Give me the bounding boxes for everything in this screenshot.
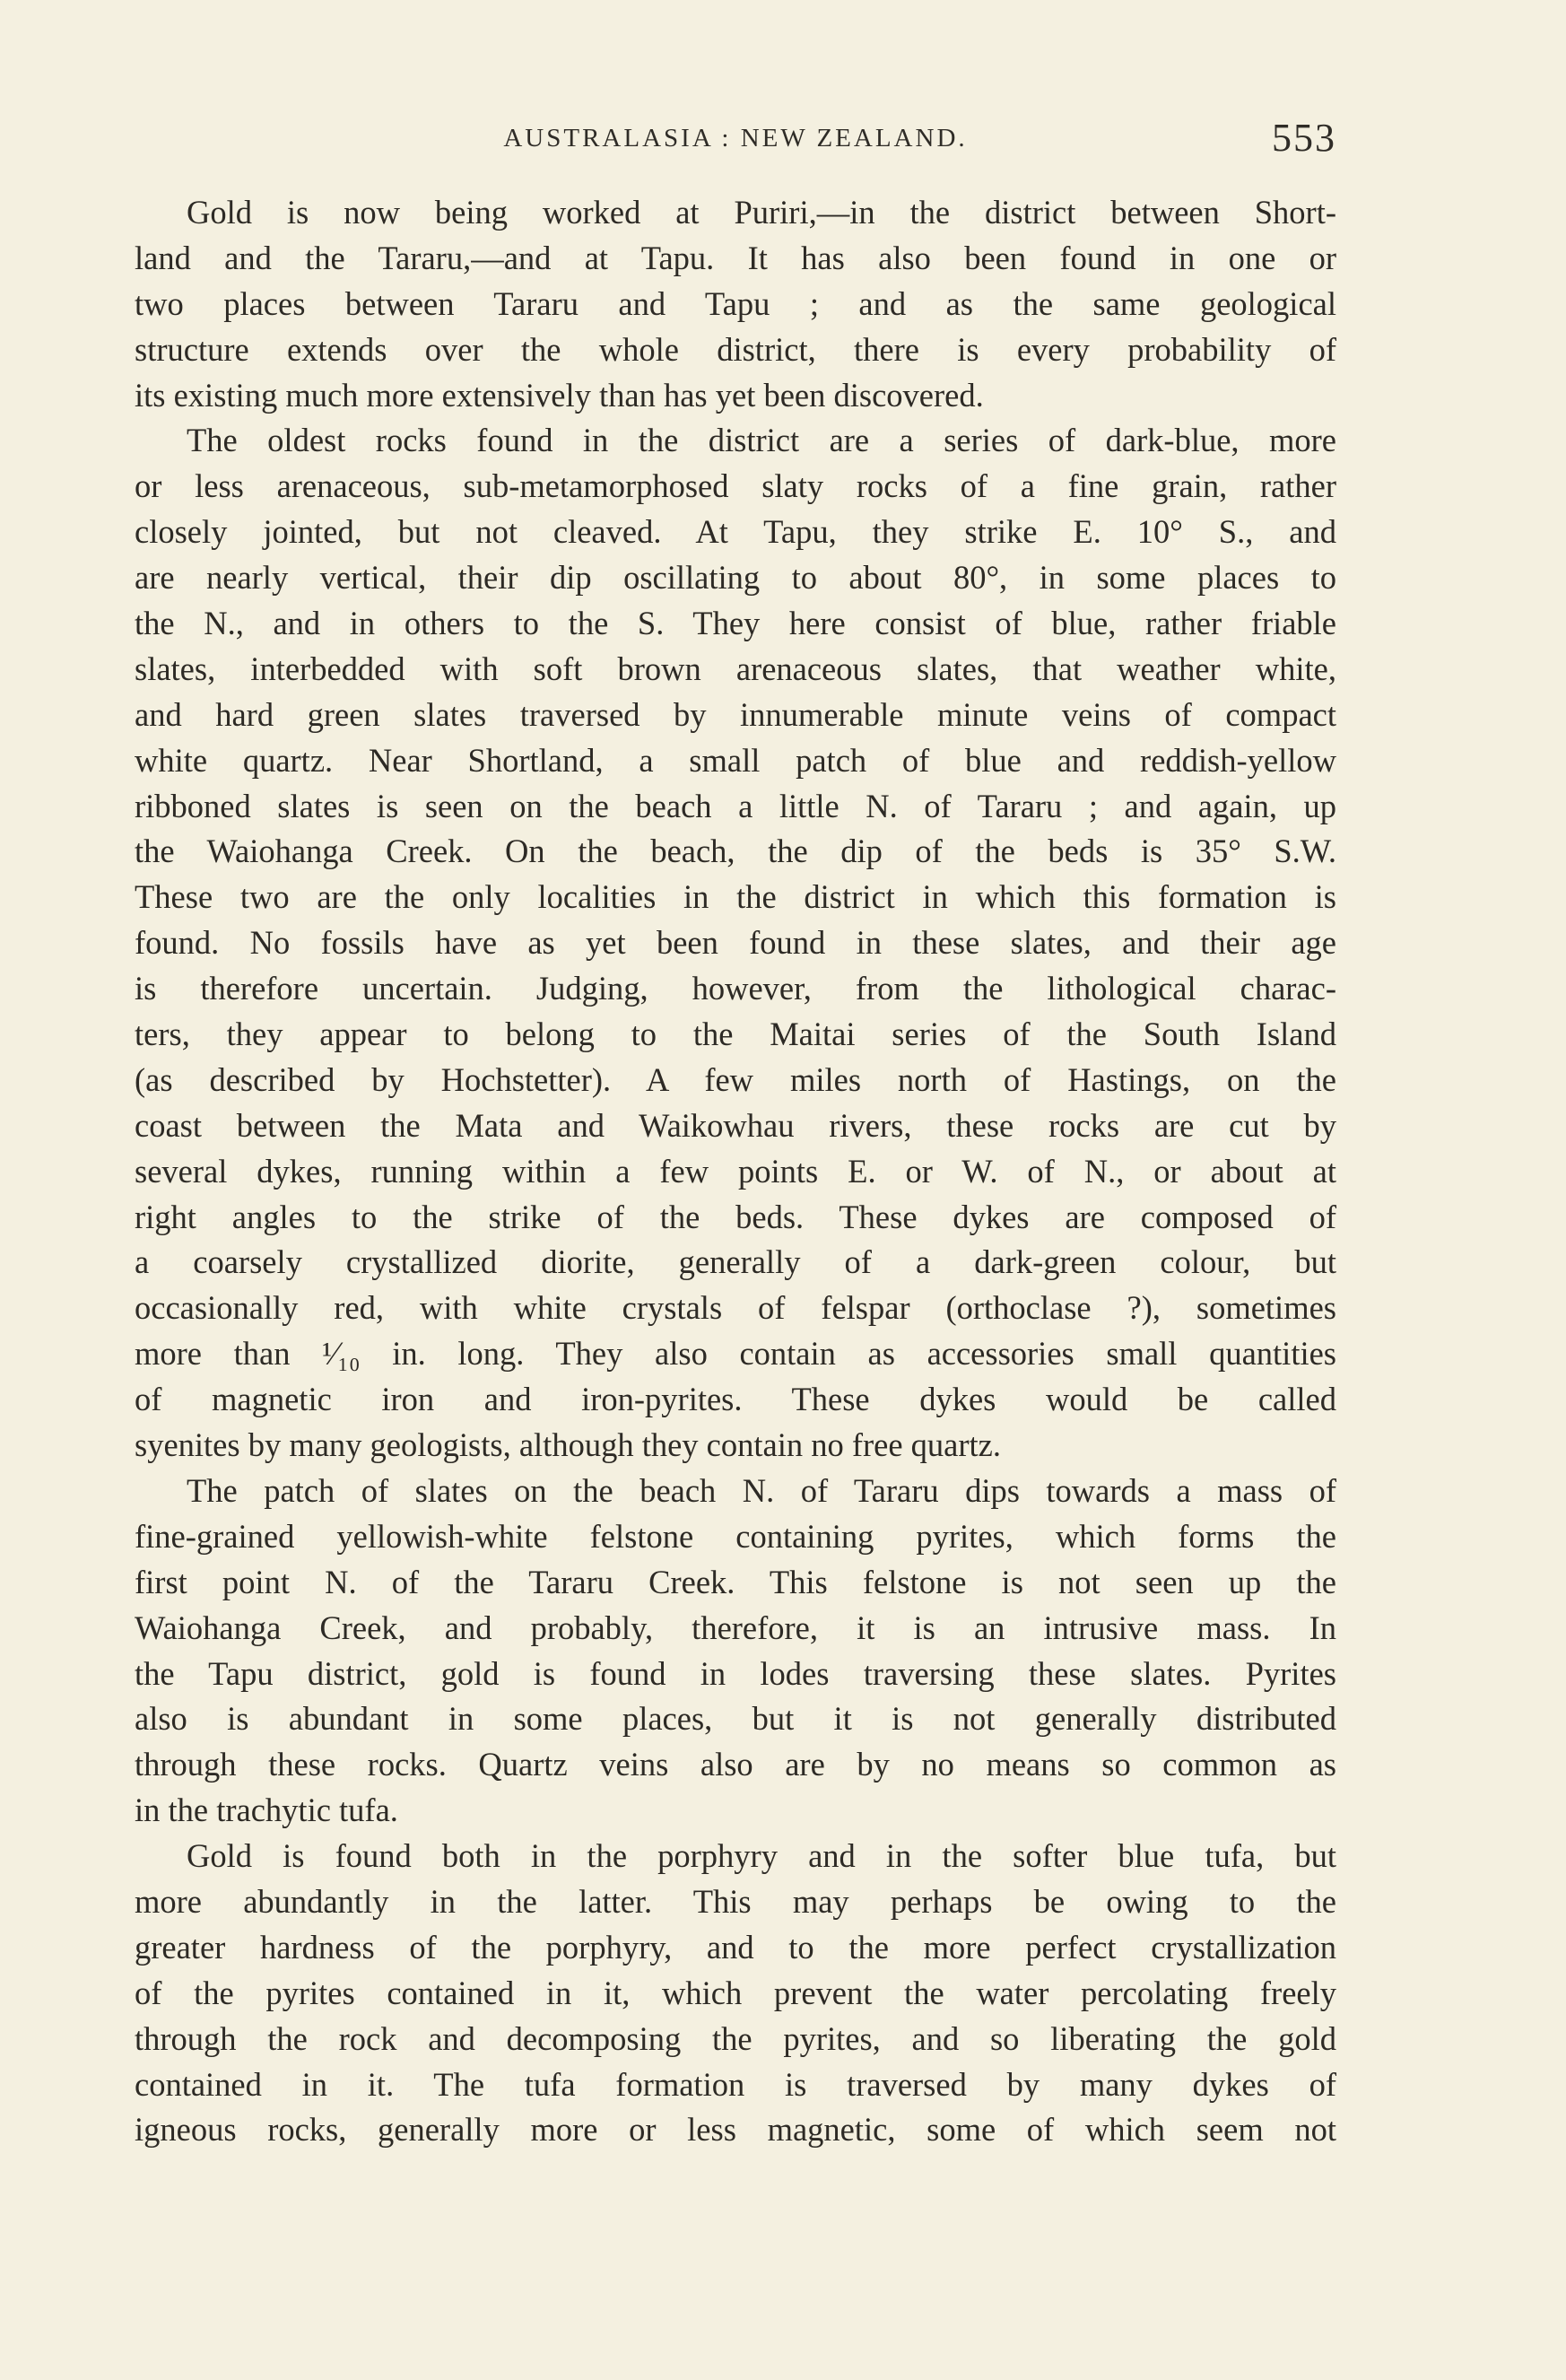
text-line: closely jointed, but not cleaved. At Tapu, they strike E. 10° S., and (135, 513, 1336, 551)
text-line: greater hardness of the porphyry, and to the more perfect crystallization (135, 1928, 1336, 1966)
text-line: the N., and in others to the S. They here consist of blue, rather friable (135, 605, 1336, 642)
text-line: or less arenaceous, sub-metamorphosed slaty rocks of a fine grain, rather (135, 467, 1336, 505)
text-line: ribboned slates is seen on the beach a little N. of Tararu ; and again, up (135, 787, 1336, 824)
text-line: These two are the only localities in the district in which this formation is (135, 878, 1336, 916)
text-line: The patch of slates on the beach N. of Tararu dips towards a mass of (187, 1471, 1336, 1509)
text-line: several dykes, running within a few points E. or W. of N., or about at (135, 1152, 1336, 1190)
running-title: AUSTRALASIA : NEW ZEALAND. (503, 124, 968, 153)
text-line: first point N. of the Tararu Creek. This felstone is not seen up the (135, 1563, 1336, 1600)
text-line: The oldest rocks found in the district are a series of dark-blue, more (187, 422, 1336, 459)
text-line: ters, they appear to belong to the Maitai series of the South Island (135, 1016, 1336, 1053)
text-line: white quartz. Near Shortland, a small patch of blue and reddish-yellow (135, 741, 1336, 779)
running-head (135, 115, 1336, 169)
paragraph (135, 1469, 1336, 1834)
text-line: contained in it. The tufa formation is traversed by many dykes of (135, 2065, 1336, 2103)
text-line: the Waiohanga Creek. On the beach, the dip of the beds is 35° S.W. (135, 833, 1336, 870)
text-line: more than ¹⁄₁₀ in. long. They also contain as accessories small quantities (135, 1335, 1336, 1373)
body-text (135, 190, 1336, 2153)
text-line: of magnetic iron and iron-pyrites. These dykes would be called (135, 1381, 1336, 1418)
text-line: occasionally red, with white crystals of felspar (orthoclase ?), sometimes (135, 1289, 1336, 1327)
text-line: Gold is found both in the porphyry and in the softer blue tufa, but (187, 1837, 1336, 1875)
text-line: found. No fossils have as yet been found in these slates, and their age (135, 924, 1336, 962)
text-line: is therefore uncertain. Judging, however, from the lithological charac- (135, 970, 1336, 1007)
text-line: in the trachytic tufa. (135, 1792, 398, 1829)
text-line: igneous rocks, generally more or less magnetic, some of which seem not (135, 2111, 1336, 2149)
text-line: right angles to the strike of the beds. These dykes are composed of (135, 1198, 1336, 1235)
text-line: syenites by many geologists, although they contain no free quartz. (135, 1426, 1002, 1464)
text-line: fine-grained yellowish-white felstone containing pyrites, which forms the (135, 1517, 1336, 1555)
text-line: a coarsely crystallized diorite, generally of a dark-green colour, but (135, 1243, 1336, 1281)
text-line: of the pyrites contained in it, which prevent the water percolating freely (135, 1974, 1336, 2011)
text-line: structure extends over the whole district, there is every probability of (135, 330, 1336, 368)
text-line: are nearly vertical, their dip oscillating to about 80°, in some places to (135, 559, 1336, 597)
text-line: the Tapu district, gold is found in lodes traversing these slates. Pyrites (135, 1654, 1336, 1692)
text-line: and hard green slates traversed by innumerable minute veins of compact (135, 695, 1336, 733)
text-line: its existing much more extensively than has yet been discovered. (135, 376, 984, 414)
text-line: through the rock and decomposing the pyrites, and so liberating the gold (135, 2019, 1336, 2057)
page-number: 553 (1272, 116, 1336, 160)
text-line: Gold is now being worked at Puriri,—in the district between Short- (187, 194, 1336, 231)
text-line: two places between Tararu and Tapu ; and as the same geological (135, 284, 1336, 322)
text-line: more abundantly in the latter. This may perhaps be owing to the (135, 1882, 1336, 1920)
paragraph (135, 190, 1336, 418)
text-line: Waiohanga Creek, and probably, therefore, it is an intrusive mass. In (135, 1608, 1336, 1646)
text-line: through these rocks. Quartz veins also are by no means so common as (135, 1746, 1336, 1783)
text-line: also is abundant in some places, but it is not generally distributed (135, 1700, 1336, 1738)
text-line: coast between the Mata and Waikowhau rivers, these rocks are cut by (135, 1106, 1336, 1144)
text-line: slates, interbedded with soft brown arenaceous slates, that weather white, (135, 649, 1336, 687)
paragraph (135, 1834, 1336, 2153)
text-line: land and the Tararu,—and at Tapu. It has also been found in one or (135, 239, 1336, 276)
text-line: (as described by Hochstetter). A few miles north of Hastings, on the (135, 1060, 1336, 1098)
paragraph (135, 418, 1336, 1468)
